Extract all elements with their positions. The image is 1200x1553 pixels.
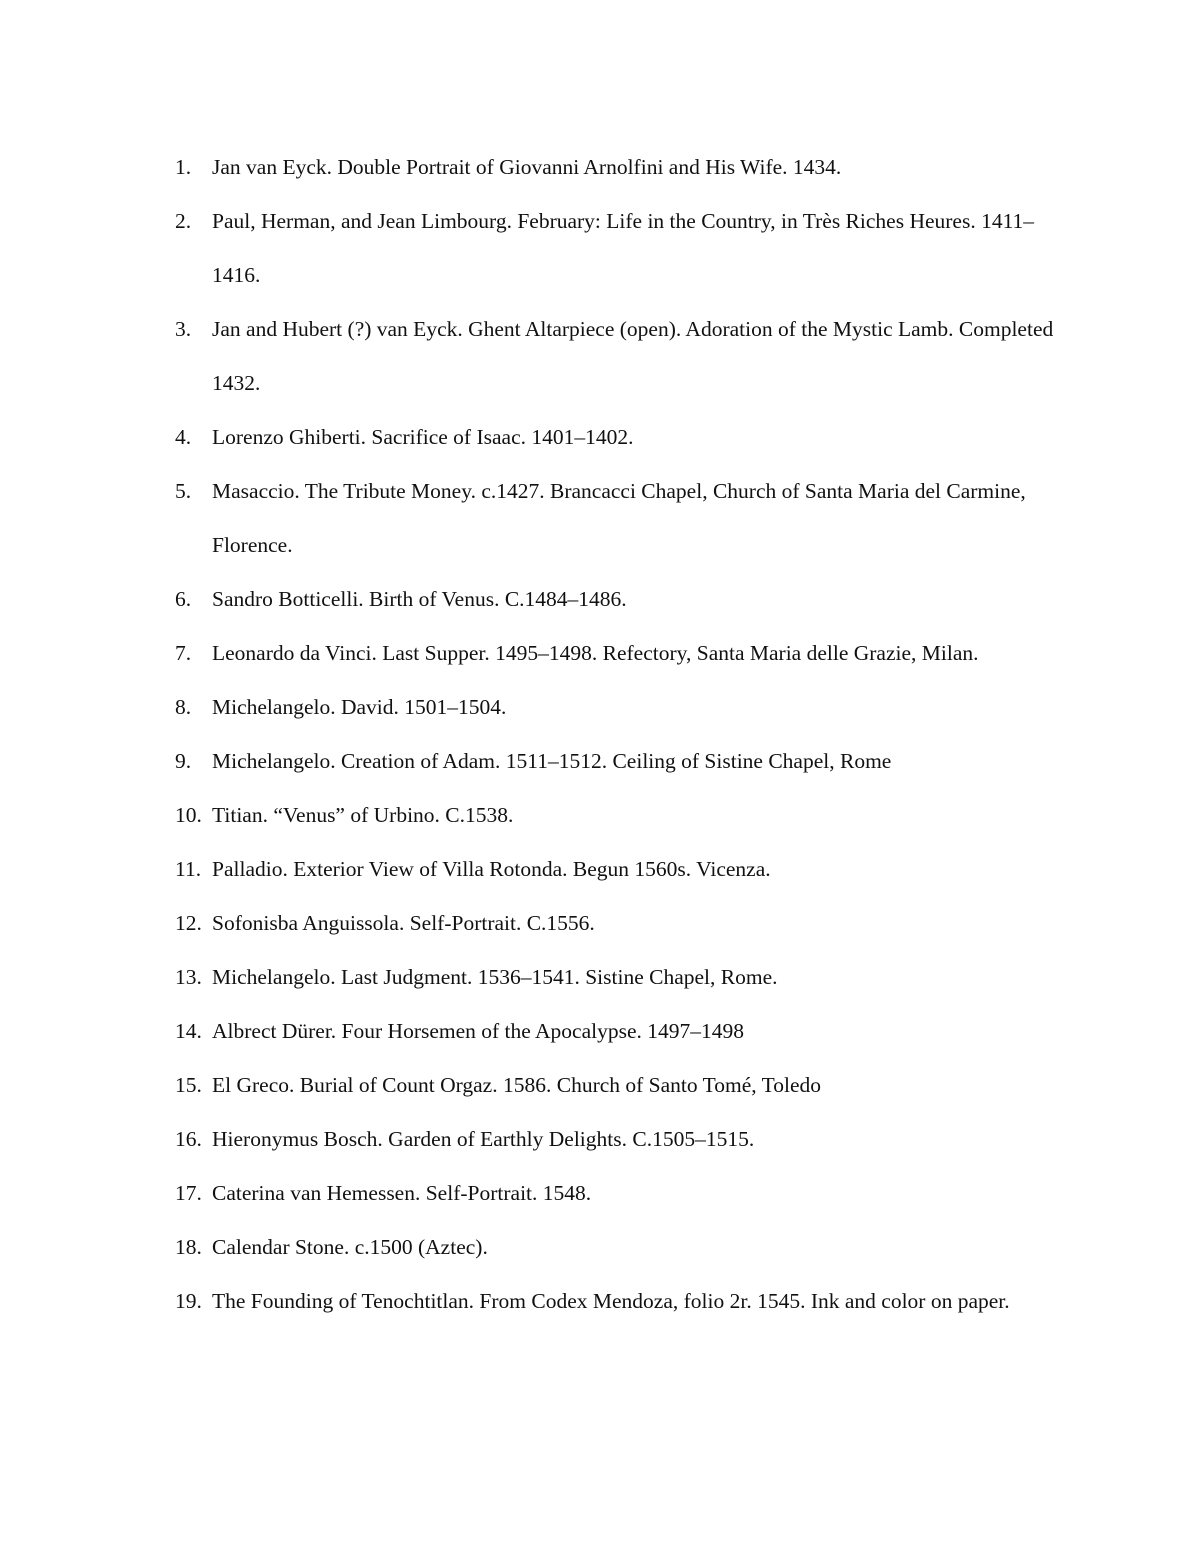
- item-number: 12.: [175, 911, 202, 935]
- item-text: Paul, Herman, and Jean Limbourg. February: Life in the Country, in Très Riches Heures. 1411–1416.: [212, 209, 1035, 287]
- item-text: Lorenzo Ghiberti. Sacrifice of Isaac. 1401–1402.: [212, 425, 634, 449]
- item-text: Sandro Botticelli. Birth of Venus. C.1484–1486.: [212, 587, 627, 611]
- item-text: Jan and Hubert (?) van Eyck. Ghent Altarpiece (open). Adoration of the Mystic Lamb. Completed 1432.: [212, 317, 1054, 395]
- item-text: Michelangelo. Last Judgment. 1536–1541. Sistine Chapel, Rome.: [212, 965, 778, 989]
- item-number: 9.: [175, 749, 192, 773]
- list-item: [0, 302, 1200, 410]
- item-number: 19.: [175, 1289, 202, 1313]
- list-item: [0, 1274, 1200, 1328]
- list-item: [0, 1112, 1200, 1166]
- list-item: [0, 572, 1200, 626]
- list-item: [0, 896, 1200, 950]
- list-item: [0, 194, 1200, 302]
- item-number: 7.: [175, 641, 192, 665]
- item-number: 8.: [175, 695, 192, 719]
- list-item: [0, 1166, 1200, 1220]
- item-text: Caterina van Hemessen. Self-Portrait. 1548.: [212, 1181, 592, 1205]
- item-number: 4.: [175, 425, 192, 449]
- item-number: 6.: [175, 587, 192, 611]
- list-item: [0, 140, 1200, 194]
- item-number: 3.: [175, 317, 192, 341]
- item-number: 5.: [175, 479, 192, 503]
- item-number: 15.: [175, 1073, 202, 1097]
- list-item: [0, 734, 1200, 788]
- item-number: 16.: [175, 1127, 202, 1151]
- list-item: [0, 788, 1200, 842]
- item-number: 2.: [175, 209, 192, 233]
- list-item: [0, 464, 1200, 572]
- list-item: [0, 950, 1200, 1004]
- item-text: Albrect Dürer. Four Horsemen of the Apocalypse. 1497–1498: [212, 1019, 745, 1043]
- list-item: [0, 1058, 1200, 1112]
- item-text: Hieronymus Bosch. Garden of Earthly Delights. C.1505–1515.: [212, 1127, 755, 1151]
- item-text: Calendar Stone. c.1500 (Aztec).: [212, 1235, 488, 1259]
- item-number: 17.: [175, 1181, 202, 1205]
- item-text: El Greco. Burial of Count Orgaz. 1586. Church of Santo Tomé, Toledo: [212, 1073, 822, 1097]
- list-item: [0, 1004, 1200, 1058]
- item-number: 1.: [175, 155, 192, 179]
- item-number: 14.: [175, 1019, 202, 1043]
- item-text: Palladio. Exterior View of Villa Rotonda. Begun 1560s. Vicenza.: [212, 857, 771, 881]
- item-text: Sofonisba Anguissola. Self-Portrait. C.1556.: [212, 911, 595, 935]
- item-text: Leonardo da Vinci. Last Supper. 1495–1498. Refectory, Santa Maria delle Grazie, Milan.: [212, 641, 979, 665]
- list-item: [0, 680, 1200, 734]
- item-text: Michelangelo. David. 1501–1504.: [212, 695, 507, 719]
- item-number: 13.: [175, 965, 202, 989]
- item-number: 18.: [175, 1235, 202, 1259]
- artwork-list: [0, 140, 1200, 1328]
- item-text: Jan van Eyck. Double Portrait of Giovanni Arnolfini and His Wife. 1434.: [212, 155, 842, 179]
- item-number: 11.: [175, 857, 202, 881]
- list-item: [0, 626, 1200, 680]
- item-text: Michelangelo. Creation of Adam. 1511–1512. Ceiling of Sistine Chapel, Rome: [212, 749, 892, 773]
- item-text: The Founding of Tenochtitlan. From Codex Mendoza, folio 2r. 1545. Ink and color on paper.: [212, 1289, 1010, 1313]
- item-text: Masaccio. The Tribute Money. c.1427. Brancacci Chapel, Church of Santa Maria del Carmine, Florence.: [212, 479, 1026, 557]
- list-item: [0, 410, 1200, 464]
- list-item: [0, 842, 1200, 896]
- item-text: Titian. “Venus” of Urbino. C.1538.: [212, 803, 514, 827]
- item-number: 10.: [175, 803, 202, 827]
- list-item: [0, 1220, 1200, 1274]
